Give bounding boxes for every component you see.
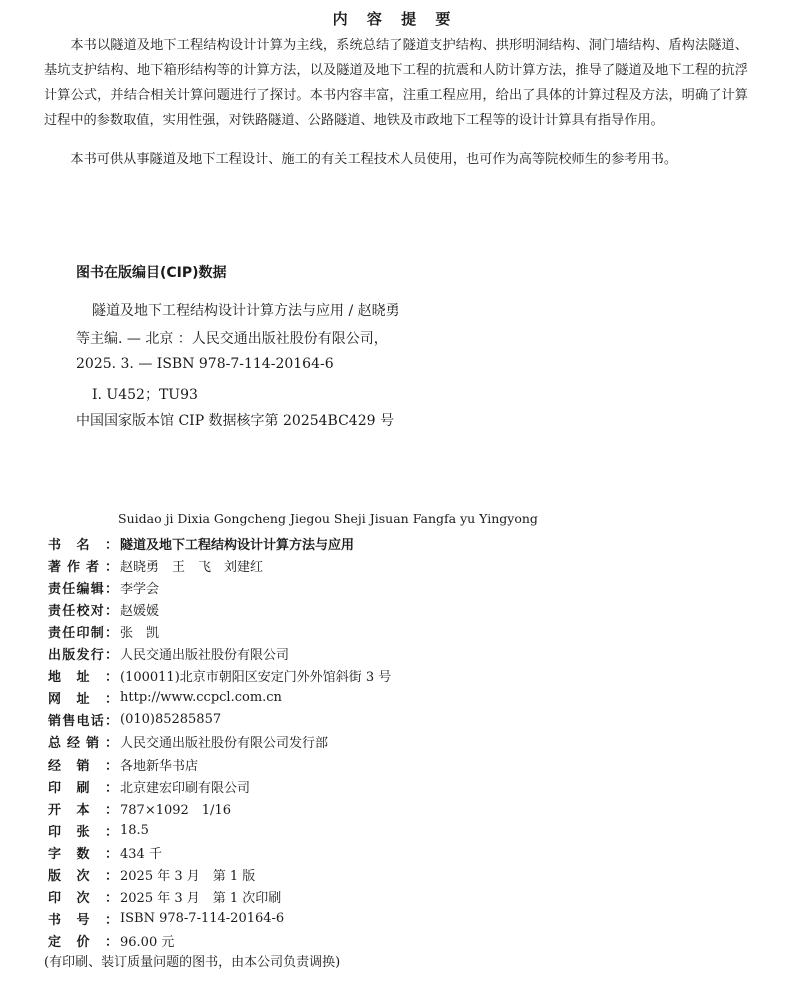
abstract-paragraph-2: 本书可供从事隧道及地下工程设计、施工的有关工程技术人员使用，也可作为高等院校师生的参考用书。 xyxy=(70,152,678,167)
imprint-value: (010)85285857 xyxy=(120,712,222,728)
imprint-row xyxy=(48,841,162,863)
imprint-label: 开 本 ： xyxy=(48,802,118,818)
imprint-label: 责 任 校 对 ： xyxy=(48,603,118,619)
imprint-row xyxy=(48,709,221,731)
pinyin-title: Suidao ji Dixia Gongcheng Jiegou Sheji Jisuan Fangfa yu Yingyong xyxy=(118,511,538,526)
imprint-value: 2025 年 3 月 第 1 版 xyxy=(120,869,256,884)
cip-line-isbn: 2025. 3. — ISBN 978-7-114-20164-6 xyxy=(76,356,334,372)
imprint-label: 版 次 ： xyxy=(48,869,118,884)
imprint-value: 人民交通出版社股份有限公司发行部 xyxy=(120,736,329,752)
cip-line-publisher: 等主编. — 北京 ：人民交通出版社股份有限公司， xyxy=(76,331,388,347)
imprint-row xyxy=(48,753,198,775)
imprint-row xyxy=(48,643,289,665)
imprint-label: 印 张 ： xyxy=(48,824,118,840)
imprint-label: 销 售 电 话 ： xyxy=(48,714,118,730)
imprint-value: 各地新华书店 xyxy=(120,758,199,774)
cip-line-record-number: 中国国家版本馆 CIP 数据核字第 20254BC429 号 xyxy=(76,413,394,429)
imprint-label: 书 名 ： xyxy=(48,537,118,553)
imprint-value: 人民交通出版社股份有限公司 xyxy=(120,648,290,663)
imprint-row xyxy=(48,864,255,886)
imprint-value: 张 凯 xyxy=(120,625,160,641)
imprint-value: (100011)北京市朝阳区安定门外外馆斜街 3 号 xyxy=(120,670,392,686)
imprint-label: 书 号 ： xyxy=(48,913,118,929)
abstract-title: 内 容 提 要 xyxy=(332,10,458,28)
imprint-value: 北京建宏印刷有限公司 xyxy=(120,780,251,796)
imprint-value: 96.00 元 xyxy=(120,935,175,951)
imprint-label: 经 销 ： xyxy=(48,758,118,774)
imprint-row xyxy=(48,665,391,687)
imprint-row xyxy=(48,687,282,709)
quality-note: (有印刷、装订质量问题的图书，由本公司负责调换) xyxy=(44,955,341,970)
imprint-label: 定 价 ： xyxy=(48,935,118,951)
imprint-row xyxy=(48,775,250,797)
imprint-value: 2025 年 3 月 第 1 次印刷 xyxy=(120,891,282,907)
imprint-row xyxy=(48,886,281,908)
abstract-paragraph-1: 本书以隧道及地下工程结构设计计算为主线，系统总结了隧道支护结构、拱形明洞结构、洞门墙结构、盾构法隧道、基坑支护结构、地下箱形结构等的计算方法，以及隧道及地下工程的抗震和人防计算方法，推导了隧道及地下工程的抗浮计算公式，并结合相关计算问题进行了探讨。本书内容丰富，注重工程应用，给出了具体的计算过程及方法，明确了计算过程中的参数取值，实用性强，对铁路隧道、公路隧道、地铁及市政地下工程等的设计计算具有指导作用。 xyxy=(44,38,748,128)
imprint-value: 787×1092 1/16 xyxy=(120,802,231,818)
imprint-label: 著 作 者 ： xyxy=(48,559,118,575)
imprint-row xyxy=(48,620,159,642)
imprint-label: 出 版 发 行 ： xyxy=(48,648,118,663)
imprint-label: 印 刷 ： xyxy=(48,780,118,796)
cip-line-classification: Ⅰ. U452；TU93 xyxy=(92,387,198,403)
imprint-value: 赵媛媛 xyxy=(120,603,160,619)
imprint-row xyxy=(48,554,263,576)
imprint-row xyxy=(48,532,354,554)
imprint-label: 责 任 印 制 ： xyxy=(48,625,118,641)
imprint-row xyxy=(48,576,159,598)
imprint-label: 总 经 销 ： xyxy=(48,736,118,752)
imprint-row xyxy=(48,908,284,930)
imprint-value: 赵晓勇 王 飞 刘建红 xyxy=(120,559,264,575)
imprint-label: 网 址 ： xyxy=(48,692,118,708)
imprint-value: 李学会 xyxy=(120,581,160,597)
imprint-value: 434 千 xyxy=(120,846,162,862)
imprint-value: 18.5 xyxy=(120,822,149,838)
imprint-label: 地 址 ： xyxy=(48,670,118,686)
imprint-row xyxy=(48,930,174,952)
imprint-value: 隧道及地下工程结构设计计算方法与应用 xyxy=(120,537,355,553)
cip-heading: 图书在版编目(CIP)数据 xyxy=(76,265,227,281)
imprint-row xyxy=(48,731,328,753)
imprint-value: http://www.ccpcl.com.cn xyxy=(120,690,282,706)
imprint-row xyxy=(48,819,149,841)
imprint-label: 印 次 ： xyxy=(48,891,118,907)
imprint-row xyxy=(48,598,159,620)
imprint-label: 字 数 ： xyxy=(48,846,118,862)
imprint-row xyxy=(48,797,231,819)
imprint-label: 责 任 编 辑 ： xyxy=(48,581,118,597)
cip-line-title: 隧道及地下工程结构设计计算方法与应用 / 赵晓勇 xyxy=(92,303,400,319)
imprint-value: ISBN 978-7-114-20164-6 xyxy=(120,911,285,927)
